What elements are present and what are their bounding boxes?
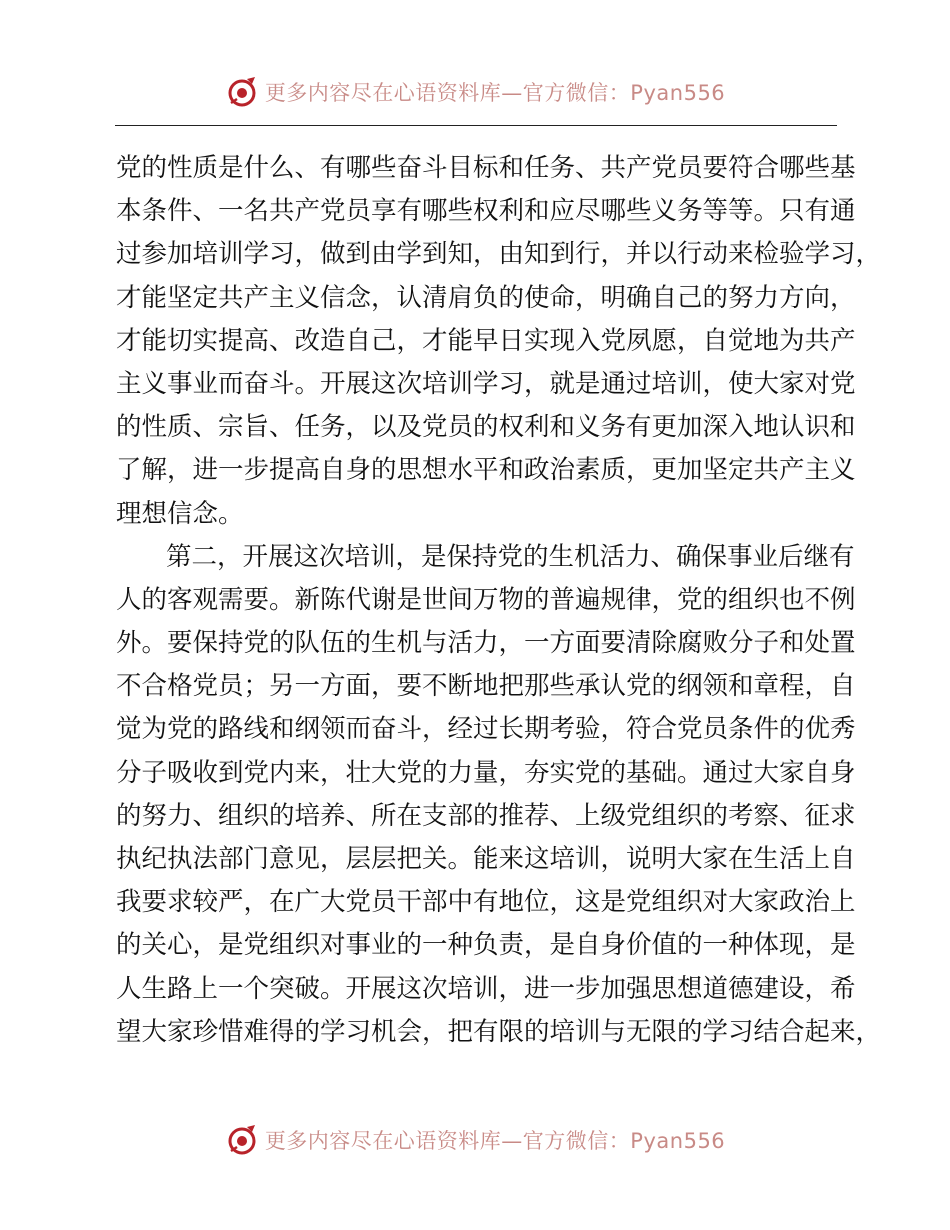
text-line: 人生路上一个突破。开展这次培训，进一步加强思想道德建设，希	[116, 973, 856, 1004]
text-line: 了解，进一步提高自身的思想水平和政治素质，更加坚定共产主义	[116, 455, 856, 486]
text-line: 才能坚定共产主义信念，认清肩负的使命，明确自己的努力方向，	[116, 282, 856, 313]
text-line: 才能切实提高、改造自己，才能早日实现入党夙愿，自觉地为共产	[116, 325, 856, 356]
ink-brush-logo-icon	[225, 75, 259, 109]
ink-brush-logo-icon	[225, 1123, 259, 1157]
paragraph-end-line: 理想信念。	[116, 498, 244, 529]
header-banner-text: 更多内容尽在心语资料库—官方微信：Pyan556	[264, 81, 726, 105]
text-line: 望大家珍惜难得的学习机会，把有限的培训与无限的学习结合起来，	[116, 1016, 882, 1047]
text-line: 过参加培训学习，做到由学到知，由知到行，并以行动来检验学习，	[116, 239, 882, 270]
document-body	[116, 147, 882, 1054]
text-line: 外。要保持党的队伍的生机与活力，一方面要清除腐败分子和处置	[116, 628, 856, 659]
footer-banner	[0, 1120, 950, 1160]
text-line: 本条件、一名共产党员享有哪些权利和应尽哪些义务等等。只有通	[116, 196, 856, 227]
header-banner	[0, 72, 950, 112]
footer-banner-text: 更多内容尽在心语资料库—官方微信：Pyan556	[264, 1129, 726, 1153]
paragraph-start-line: 第二，开展这次培训，是保持党的生机活力、确保事业后继有	[166, 541, 855, 572]
text-line: 的关心，是党组织对事业的一种负责，是自身价值的一种体现，是	[116, 930, 856, 961]
text-line: 觉为党的路线和纲领而奋斗，经过长期考验，符合党员条件的优秀	[116, 714, 856, 745]
text-line: 的性质、宗旨、任务，以及党员的权利和义务有更加深入地认识和	[116, 412, 856, 443]
text-line: 主义事业而奋斗。开展这次培训学习，就是通过培训，使大家对党	[116, 368, 856, 399]
text-line: 党的性质是什么、有哪些奋斗目标和任务、共产党员要符合哪些基	[116, 153, 856, 183]
header-divider	[115, 125, 837, 126]
text-line: 的努力、组织的培养、所在支部的推荐、上级党组织的考察、征求	[116, 800, 856, 831]
text-line: 不合格党员；另一方面，要不断地把那些承认党的纲领和章程，自	[116, 671, 856, 702]
text-line: 分子吸收到党内来，壮大党的力量，夯实党的基础。通过大家自身	[116, 757, 856, 788]
text-line: 执纪执法部门意见，层层把关。能来这培训，说明大家在生活上自	[116, 844, 856, 874]
text-line: 我要求较严，在广大党员干部中有地位，这是党组织对大家政治上	[116, 887, 856, 918]
text-line: 人的客观需要。新陈代谢是世间万物的普遍规律，党的组织也不例	[116, 584, 856, 615]
